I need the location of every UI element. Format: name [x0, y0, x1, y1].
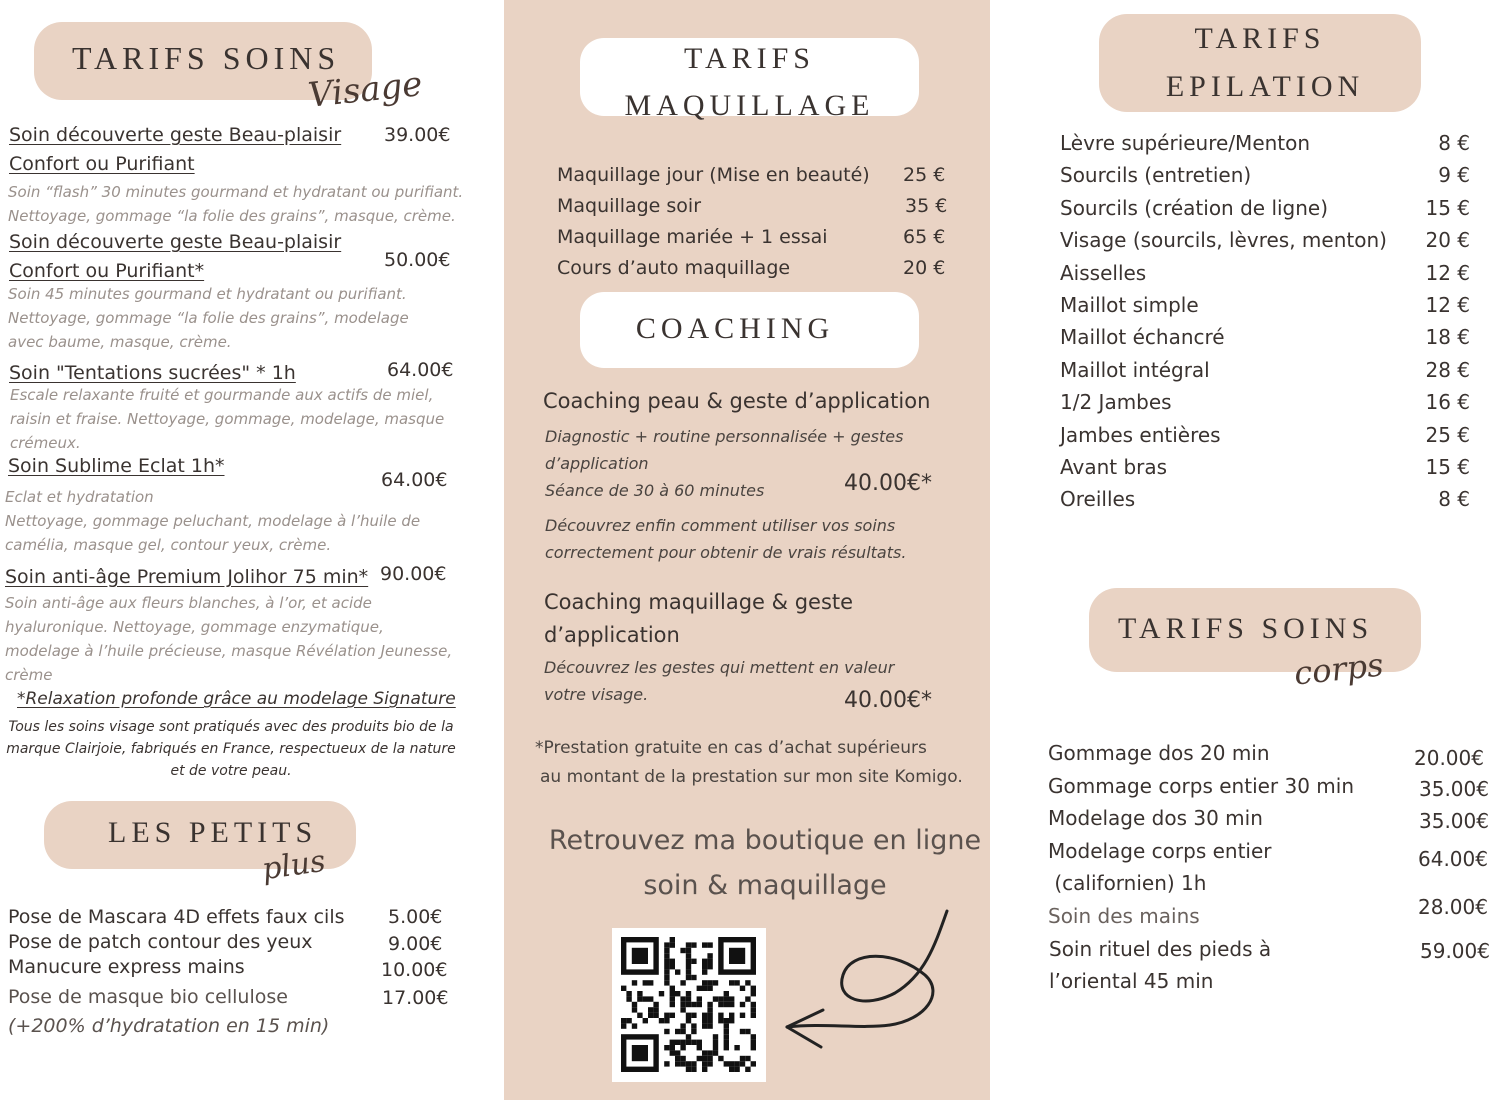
maquillage-item-4-name: Cours d’auto maquillage	[557, 257, 791, 279]
visage-footer	[0, 716, 462, 782]
corps-script: corps	[1292, 645, 1386, 693]
note-line: *Prestation gratuite en cas d’achat supérieurs	[535, 738, 927, 758]
epilation-title-2: EPILATION	[1165, 70, 1365, 103]
epilation-item-price: 12 €	[1425, 292, 1470, 317]
desc-line: crème	[5, 666, 53, 684]
epilation-item-price: 28 €	[1425, 357, 1470, 382]
epilation-row	[1060, 325, 1470, 357]
visage-script: Visage	[306, 64, 425, 116]
corps-item-6-price: 59.00€	[1420, 939, 1490, 963]
epilation-item-price: 20 €	[1425, 228, 1470, 253]
footer-line: marque Clairjoie, fabriqués en France, respectueux de la nature	[6, 741, 456, 757]
visage-item-3-desc	[10, 383, 444, 455]
corps-item-3-name: Modelage dos 30 min	[1048, 806, 1263, 830]
epilation-title-1: TARIFS	[1194, 22, 1326, 55]
visage-title: TARIFS SOINS	[72, 40, 341, 76]
corps-item-4-name2: (californien) 1h	[1048, 871, 1207, 895]
desc-line: Nettoyage, gommage peluchant, modelage à l’huile de	[5, 512, 421, 530]
corps-item-6-name2: l’oriental 45 min	[1049, 969, 1214, 993]
petits-item-1-name: Pose de Mascara 4D effets faux cils	[8, 906, 345, 928]
epilation-item-price: 12 €	[1425, 260, 1470, 285]
epilation-item-price: 8 €	[1438, 487, 1470, 512]
epilation-row	[1060, 131, 1470, 163]
maquillage-item-3-price: 65 €	[903, 226, 946, 248]
corps-item-2-price: 35.00€	[1419, 777, 1489, 801]
visage-item-5-price: 90.00€	[380, 563, 447, 585]
desc-line: Soin anti-âge aux fleurs blanches, à l’or, et acide	[5, 594, 372, 612]
note-line: au montant de la prestation sur mon site Komigo.	[540, 767, 963, 787]
epilation-item-price: 15 €	[1425, 454, 1470, 479]
epilation-item-name: Sourcils (création de ligne)	[1060, 195, 1329, 220]
footer-line: Tous les soins visage sont pratiqués avec des produits bio de la	[8, 719, 454, 735]
desc-line: Diagnostic + routine personnalisée + gestes	[545, 427, 904, 446]
epilation-item-name: 1/2 Jambes	[1060, 390, 1172, 415]
petits-item-3-price: 10.00€	[381, 959, 448, 981]
desc-line: Nettoyage, gommage “la folie des grains”, masque, crème.	[8, 207, 456, 225]
footer-line: et de votre peau.	[170, 763, 292, 779]
epilation-item-name: Sourcils (entretien)	[1060, 163, 1252, 188]
shop-line: soin & maquillage	[643, 870, 887, 901]
visage-item-1-name: Soin découverte geste Beau-plaisir	[9, 124, 342, 146]
visage-item-1-price: 39.00€	[384, 124, 451, 146]
desc-line: modelage à l’huile précieuse, masque Révélation Jeunesse,	[5, 642, 453, 660]
visage-item-4-price: 64.00€	[381, 469, 448, 491]
coaching-1-name: Coaching peau & geste d’application	[543, 389, 931, 413]
desc-line: Séance de 30 à 60 minutes	[545, 481, 765, 500]
visage-note: *Relaxation profonde grâce au modelage Signature	[17, 689, 456, 709]
shop-text	[540, 818, 990, 908]
epilation-item-name: Lèvre supérieure/Menton	[1060, 131, 1311, 155]
visage-item-5-name: Soin anti-âge Premium Jolihor 75 min*	[5, 566, 369, 588]
epilation-item-name: Avant bras	[1060, 454, 1168, 479]
petits-title: LES PETITS	[108, 816, 318, 849]
corps-item-3-price: 35.00€	[1419, 809, 1489, 833]
petits-item-3-name: Manucure express mains	[8, 956, 245, 978]
epilation-item-name: Maillot échancré	[1060, 325, 1225, 350]
epilation-row	[1060, 423, 1470, 455]
desc-line: Découvrez les gestes qui mettent en valeur	[544, 658, 895, 677]
desc-line: d’application	[545, 454, 649, 473]
petits-item-2-name: Pose de patch contour des yeux	[8, 931, 313, 953]
name-line: Coaching maquillage & geste	[544, 590, 854, 614]
visage-item-4-desc	[5, 485, 420, 557]
visage-item-4-name: Soin Sublime Eclat 1h*	[8, 455, 225, 477]
arrow-icon	[775, 905, 965, 1055]
desc-line: raisin et fraise. Nettoyage, gommage, modelage, masque	[10, 410, 445, 428]
qr-code-icon	[612, 928, 766, 1082]
desc-line: crémeux.	[10, 434, 81, 452]
corps-item-4-name: Modelage corps entier	[1048, 839, 1272, 863]
corps-item-6-name: Soin rituel des pieds à	[1049, 937, 1272, 961]
corps-item-5-name: Soin des mains	[1048, 904, 1200, 928]
maquillage-item-4-price: 20 €	[903, 257, 946, 279]
desc-line: hyaluronique. Nettoyage, gommage enzymatique,	[5, 618, 384, 636]
visage-item-3-price: 64.00€	[387, 359, 454, 381]
petits-item-4-name: Pose de masque bio cellulose	[8, 986, 288, 1008]
epilation-item-name: Maillot intégral	[1060, 357, 1210, 382]
desc-line: Escale relaxante fruité et gourmande aux actifs de miel,	[10, 386, 434, 404]
epilation-row	[1060, 358, 1470, 390]
maquillage-item-1-name: Maquillage jour (Mise en beauté)	[557, 164, 870, 186]
epilation-item-name: Visage (sourcils, lèvres, menton)	[1060, 228, 1387, 253]
visage-item-2-price: 50.00€	[384, 249, 451, 271]
epilation-row	[1060, 163, 1470, 195]
maquillage-item-3-name: Maquillage mariée + 1 essai	[557, 226, 828, 248]
desc-line: Eclat et hydratation	[5, 488, 154, 506]
qr-code[interactable]	[612, 928, 766, 1082]
visage-item-3-name: Soin "Tentations sucrées" * 1h	[9, 362, 296, 384]
coaching-1-price: 40.00€*	[844, 471, 932, 496]
petits-item-2-price: 9.00€	[388, 933, 443, 955]
visage-item-5-desc	[5, 591, 452, 687]
corps-item-2-name: Gommage corps entier 30 min	[1048, 774, 1355, 798]
epilation-row	[1060, 293, 1470, 325]
epilation-row	[1060, 228, 1470, 260]
epilation-item-price: 15 €	[1425, 195, 1470, 220]
desc-line: votre visage.	[544, 685, 649, 704]
corps-item-1-price: 20.00€	[1414, 746, 1484, 770]
epilation-list	[1060, 131, 1470, 520]
visage-item-1-desc	[8, 180, 463, 228]
visage-item-2-name2: Confort ou Purifiant*	[9, 260, 205, 282]
epilation-row	[1060, 390, 1470, 422]
coaching-note	[535, 734, 963, 792]
epilation-item-price: 18 €	[1425, 325, 1470, 350]
petits-script: plus	[259, 843, 328, 888]
desc-line: camélia, masque gel, contour yeux, crème.	[5, 536, 332, 554]
desc-line: Soin “flash” 30 minutes gourmand et hydratant ou purifiant.	[8, 183, 464, 201]
epilation-item-price: 25 €	[1425, 422, 1470, 447]
petits-last-note: (+200% d’hydratation en 15 min)	[8, 1015, 330, 1037]
maquillage-item-1-price: 25 €	[903, 164, 946, 186]
desc-line: Soin 45 minutes gourmand et hydratant ou purifiant.	[8, 285, 407, 303]
epilation-item-name: Maillot simple	[1060, 292, 1199, 317]
visage-item-2-desc	[8, 282, 409, 354]
epilation-row	[1060, 487, 1470, 519]
coaching-2-name	[544, 586, 853, 652]
epilation-item-name: Aisselles	[1060, 260, 1147, 285]
maquillage-title-1: TARIFS	[684, 42, 815, 75]
desc-line: correctement pour obtenir de vrais résultats.	[545, 543, 907, 562]
epilation-item-name: Oreilles	[1060, 487, 1136, 512]
desc-line: Découvrez enfin comment utiliser vos soins	[545, 516, 896, 535]
corps-item-4-price: 64.00€	[1418, 847, 1488, 871]
visage-item-2-name: Soin découverte geste Beau-plaisir	[9, 231, 342, 253]
epilation-item-price: 16 €	[1425, 390, 1470, 415]
coaching-2-price: 40.00€*	[844, 688, 932, 713]
epilation-row	[1060, 196, 1470, 228]
maquillage-title-2: MAQUILLAGE	[624, 89, 875, 122]
coaching-title: COACHING	[635, 312, 835, 345]
shop-line: Retrouvez ma boutique en ligne	[548, 825, 982, 856]
epilation-item-name: Jambes entières	[1060, 422, 1221, 447]
petits-item-4-price: 17.00€	[382, 987, 449, 1009]
corps-item-5-price: 28.00€	[1418, 895, 1488, 919]
maquillage-item-2-price: 35 €	[905, 195, 948, 217]
epilation-item-price: 8 €	[1438, 131, 1470, 155]
visage-item-1-name2: Confort ou Purifiant	[9, 153, 195, 175]
desc-line: Nettoyage, gommage “la folie des grains”, modelage	[8, 309, 409, 327]
epilation-row	[1060, 261, 1470, 293]
epilation-item-price: 9 €	[1438, 163, 1470, 188]
coaching-1-extra	[545, 512, 906, 566]
petits-item-1-price: 5.00€	[388, 906, 443, 928]
epilation-row	[1060, 455, 1470, 487]
name-line: d’application	[544, 623, 680, 647]
desc-line: avec baume, masque, crème.	[8, 333, 232, 351]
coaching-2-desc	[544, 654, 894, 708]
corps-title: TARIFS SOINS	[1118, 612, 1374, 645]
corps-item-1-name: Gommage dos 20 min	[1048, 741, 1270, 765]
maquillage-item-2-name: Maquillage soir	[557, 195, 702, 217]
